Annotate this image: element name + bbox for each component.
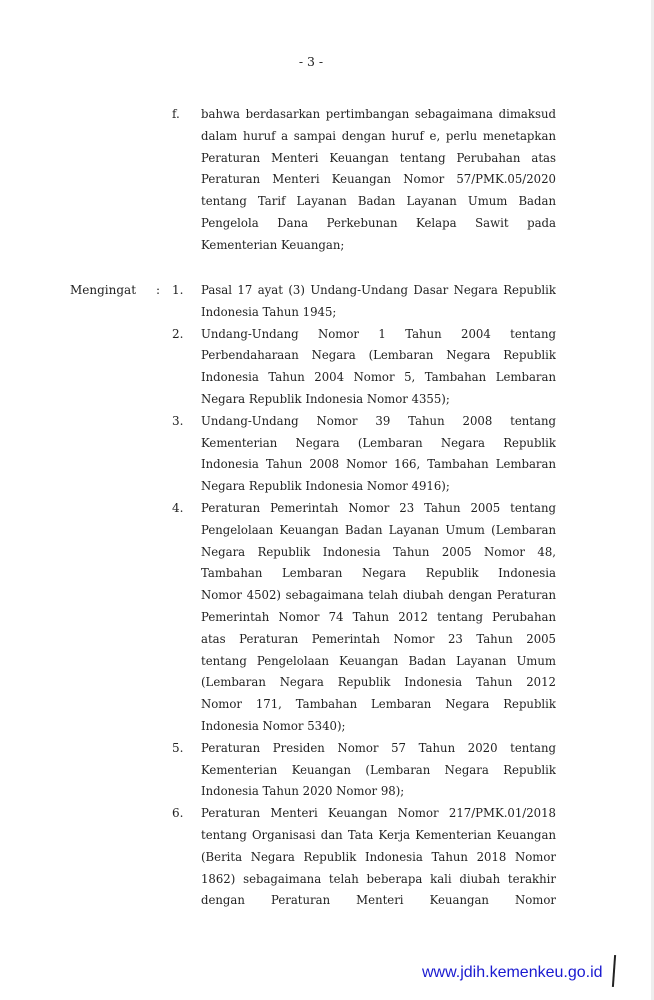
initial-mark	[612, 955, 616, 987]
text-line: Pemerintah Nomor 74 Tahun 2012 tentang Perubahan	[201, 609, 556, 624]
text-line: Peraturan Menteri Keuangan Nomor 217/PMK.01/2018	[201, 806, 556, 821]
text-line: tentang Pengelolaan Keuangan Badan Layanan Umum	[201, 653, 556, 668]
text-line: tentang Organisasi dan Tata Kerja Kementerian Keuangan	[201, 827, 556, 842]
mengingat-colon: :	[156, 283, 161, 297]
item-text	[201, 280, 556, 324]
text-line: Pengelolaan Keuangan Badan Layanan Umum (Lembaran	[201, 522, 556, 537]
text-line: Peraturan Pemerintah Nomor 23 Tahun 2005 tentang	[201, 501, 556, 515]
item-marker: 6.	[172, 806, 184, 821]
footer-url[interactable]: www.jdih.kemenkeu.go.id	[422, 964, 603, 981]
text-line: Peraturan Presiden Nomor 57 Tahun 2020 tentang	[201, 740, 556, 755]
item-marker: 3.	[172, 413, 184, 428]
text-line: Negara Republik Indonesia Nomor 4355);	[201, 391, 450, 406]
item-text	[201, 803, 556, 912]
text-line: Peraturan Menteri Keuangan Nomor 57/PMK.05/2020	[201, 172, 556, 187]
mengingat-label: Mengingat	[70, 283, 137, 297]
page-number: - 3 -	[298, 54, 324, 69]
item-marker: 1.	[172, 283, 184, 297]
text-line: Perbendaharaan Negara (Lembaran Negara Republik	[201, 348, 556, 363]
text-line: Tambahan Lembaran Negara Republik Indonesia	[201, 566, 556, 581]
text-line: dengan Peraturan Menteri Keuangan Nomor	[201, 893, 556, 908]
text-line: Kementerian Keuangan;	[201, 237, 345, 252]
item-marker: 5.	[172, 740, 184, 755]
text-line: Negara Republik Indonesia Tahun 2005 Nomor 48,	[201, 544, 556, 559]
text-line: Kementerian Negara (Lembaran Negara Republik	[201, 435, 556, 450]
text-line: Kementerian Keuangan (Lembaran Negara Republik	[201, 762, 556, 777]
item-text	[201, 104, 556, 257]
text-line: (Lembaran Negara Republik Indonesia Tahun 2012	[201, 675, 556, 690]
item-text	[201, 324, 556, 411]
text-line: Indonesia Tahun 2004 Nomor 5, Tambahan Lembaran	[201, 370, 556, 385]
item-text	[201, 738, 556, 803]
text-line: Indonesia Tahun 2020 Nomor 98);	[201, 784, 405, 799]
text-line: bahwa berdasarkan pertimbangan sebagaimana dimaksud	[201, 107, 556, 121]
item-marker: 4.	[172, 501, 184, 515]
text-line: Undang-Undang Nomor 1 Tahun 2004 tentang	[201, 326, 556, 341]
text-line: Indonesia Tahun 2008 Nomor 166, Tambahan Lembaran	[201, 457, 556, 472]
text-line: tentang Tarif Layanan Badan Layanan Umum Badan	[201, 194, 556, 209]
text-line: 1862) sebagaimana telah beberapa kali diubah terakhir	[201, 871, 556, 886]
text-line: Indonesia Tahun 1945;	[201, 304, 337, 319]
text-line: atas Peraturan Pemerintah Nomor 23 Tahun 2005	[201, 631, 556, 646]
text-line: Nomor 171, Tambahan Lembaran Negara Republik	[201, 697, 556, 712]
text-line: Nomor 4502) sebagaimana telah diubah dengan Peraturan	[201, 588, 556, 603]
text-line: Peraturan Menteri Keuangan tentang Perubahan atas	[201, 150, 556, 165]
item-text	[201, 498, 556, 738]
text-line: Pengelola Dana Perkebunan Kelapa Sawit pada	[201, 215, 556, 230]
text-line: Negara Republik Indonesia Nomor 4916);	[201, 479, 450, 494]
item-text	[201, 411, 556, 498]
text-line: dalam huruf a sampai dengan huruf e, perlu menetapkan	[201, 128, 556, 143]
item-marker: f.	[172, 107, 180, 121]
text-line: Undang-Undang Nomor 39 Tahun 2008 tentang	[201, 413, 556, 428]
text-line: Pasal 17 ayat (3) Undang-Undang Dasar Negara Republik	[201, 283, 556, 297]
text-line: (Berita Negara Republik Indonesia Tahun 2018 Nomor	[201, 849, 556, 864]
item-marker: 2.	[172, 326, 184, 341]
text-line: Indonesia Nomor 5340);	[201, 718, 346, 733]
